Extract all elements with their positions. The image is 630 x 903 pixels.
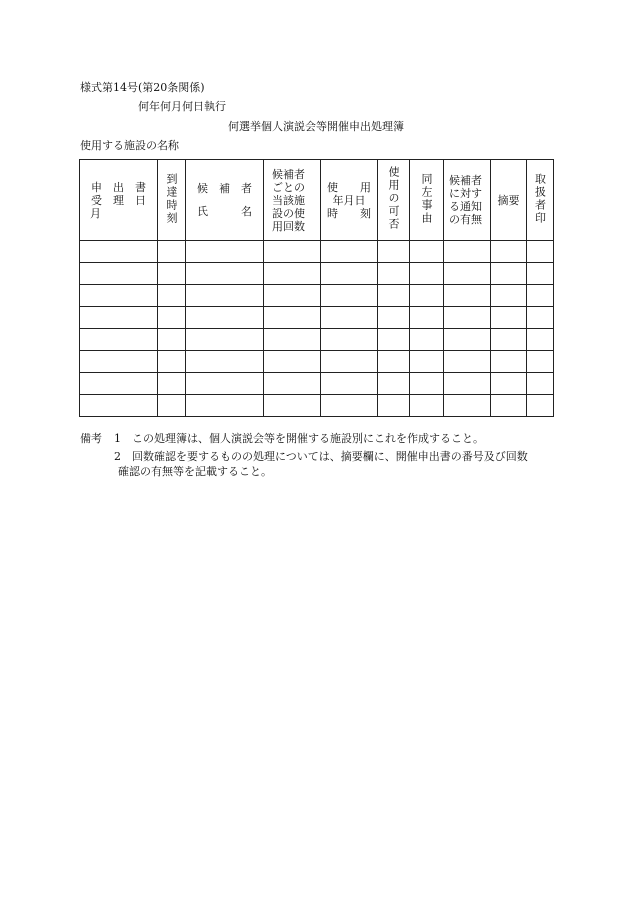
table-cell-summary[interactable] xyxy=(491,373,527,395)
table-cell-handler_seal[interactable] xyxy=(527,373,554,395)
permission-label: 使用の可否 xyxy=(387,166,400,231)
table-cell-handler_seal[interactable] xyxy=(527,395,554,417)
col-header-handler-seal xyxy=(527,160,554,241)
remark-item xyxy=(80,449,550,464)
table-cell-candidate_name[interactable] xyxy=(186,263,264,285)
use-datetime-line-top: 使 用 xyxy=(327,180,371,194)
table-cell-arrival_time[interactable] xyxy=(158,351,186,373)
table-cell-received[interactable] xyxy=(80,285,158,307)
col-header-permission xyxy=(378,160,410,241)
col-header-reason xyxy=(410,160,444,241)
table-row xyxy=(80,373,554,395)
table-cell-reason[interactable] xyxy=(410,395,444,417)
table-cell-use_count[interactable] xyxy=(264,351,321,373)
table-cell-notification[interactable] xyxy=(444,285,491,307)
table-cell-candidate_name[interactable] xyxy=(186,373,264,395)
table-cell-use_count[interactable] xyxy=(264,263,321,285)
table-cell-arrival_time[interactable] xyxy=(158,395,186,417)
received-line-bottom: 受 理 日 xyxy=(91,193,146,207)
remark-item xyxy=(80,431,550,446)
table-cell-received[interactable] xyxy=(80,307,158,329)
table-cell-permission[interactable] xyxy=(378,395,410,417)
table-cell-candidate_name[interactable] xyxy=(186,241,264,263)
table-cell-notification[interactable] xyxy=(444,373,491,395)
table-cell-reason[interactable] xyxy=(410,351,444,373)
table-cell-use_datetime[interactable] xyxy=(321,263,378,285)
table-cell-permission[interactable] xyxy=(378,329,410,351)
table-cell-arrival_time[interactable] xyxy=(158,285,186,307)
col-header-use-datetime xyxy=(321,160,378,241)
table-cell-reason[interactable] xyxy=(410,241,444,263)
table-cell-use_datetime[interactable] xyxy=(321,285,378,307)
summary-label: 摘要 xyxy=(497,193,520,207)
col-header-notification xyxy=(444,160,491,241)
table-cell-arrival_time[interactable] xyxy=(158,373,186,395)
table-cell-summary[interactable] xyxy=(491,263,527,285)
table-cell-notification[interactable] xyxy=(444,351,491,373)
table-cell-summary[interactable] xyxy=(491,307,527,329)
table-cell-handler_seal[interactable] xyxy=(527,351,554,373)
candidate-line-top: 候 補 者 xyxy=(197,182,252,195)
table-cell-received[interactable] xyxy=(80,395,158,417)
table-cell-permission[interactable] xyxy=(378,307,410,329)
processing-register-table xyxy=(79,159,554,417)
table-cell-received[interactable] xyxy=(80,351,158,373)
table-cell-use_count[interactable] xyxy=(264,241,321,263)
table-cell-reason[interactable] xyxy=(410,263,444,285)
table-cell-notification[interactable] xyxy=(444,241,491,263)
table-cell-use_count[interactable] xyxy=(264,285,321,307)
table-cell-handler_seal[interactable] xyxy=(527,263,554,285)
remark-number: 2 xyxy=(114,450,121,463)
table-cell-candidate_name[interactable] xyxy=(186,329,264,351)
remarks-section xyxy=(80,431,550,479)
remark-text: この処理簿は、個人演説会等を開催する施設別にこれを作成すること。 xyxy=(132,432,484,445)
table-cell-summary[interactable] xyxy=(491,351,527,373)
received-month-char: 月 xyxy=(90,206,101,220)
table-cell-received[interactable] xyxy=(80,373,158,395)
notification-label: 候補者に対する通知の有無 xyxy=(449,174,482,226)
table-cell-notification[interactable] xyxy=(444,395,491,417)
handler-seal-label: 取扱者印 xyxy=(533,172,547,225)
facility-name-label: 使用する施設の名称 xyxy=(80,139,179,152)
table-cell-use_datetime[interactable] xyxy=(321,241,378,263)
received-line-top: 申 出 書 xyxy=(91,180,146,194)
use-datetime-line-middle: 年月日 xyxy=(332,193,366,207)
election-date-line: 何年何月何日執行 xyxy=(138,100,226,113)
table-cell-permission[interactable] xyxy=(378,373,410,395)
table-cell-use_datetime[interactable] xyxy=(321,395,378,417)
reason-label: 同左事由 xyxy=(420,172,433,225)
remark-number: 1 xyxy=(114,432,121,445)
register-title: 何選挙個人演説会等開催申出処理簿 xyxy=(228,120,404,133)
remarks-label: 備考 xyxy=(80,432,102,445)
table-cell-reason[interactable] xyxy=(410,285,444,307)
table-row xyxy=(80,263,554,285)
table-row xyxy=(80,307,554,329)
table-cell-handler_seal[interactable] xyxy=(527,241,554,263)
table-cell-candidate_name[interactable] xyxy=(186,307,264,329)
table-cell-handler_seal[interactable] xyxy=(527,285,554,307)
table-cell-summary[interactable] xyxy=(491,395,527,417)
table-cell-candidate_name[interactable] xyxy=(186,395,264,417)
col-header-arrival-time xyxy=(158,160,186,241)
col-header-use-count xyxy=(264,160,321,241)
use-count-label: 候補者ごとの当該施設の使用回数 xyxy=(272,167,305,233)
table-cell-summary[interactable] xyxy=(491,241,527,263)
table-cell-permission[interactable] xyxy=(378,351,410,373)
table-cell-handler_seal[interactable] xyxy=(527,329,554,351)
table-cell-notification[interactable] xyxy=(444,263,491,285)
table-row xyxy=(80,241,554,263)
table-cell-use_datetime[interactable] xyxy=(321,373,378,395)
table-cell-summary[interactable] xyxy=(491,329,527,351)
table-cell-handler_seal[interactable] xyxy=(527,307,554,329)
table-cell-reason[interactable] xyxy=(410,373,444,395)
remark-text: 回数確認を要するものの処理については、摘要欄に、開催申出書の番号及び回数 xyxy=(132,450,528,463)
table-cell-use_count[interactable] xyxy=(264,395,321,417)
table-cell-use_datetime[interactable] xyxy=(321,351,378,373)
table-cell-summary[interactable] xyxy=(491,285,527,307)
table-cell-arrival_time[interactable] xyxy=(158,241,186,263)
use-datetime-line-bottom: 時 刻 xyxy=(327,206,371,220)
arrival-time-label: 到達時刻 xyxy=(165,172,178,225)
table-cell-arrival_time[interactable] xyxy=(158,329,186,351)
candidate-line-bottom: 氏 名 xyxy=(197,205,252,218)
table-cell-use_count[interactable] xyxy=(264,307,321,329)
table-cell-use_count[interactable] xyxy=(264,329,321,351)
col-header-received-date xyxy=(80,160,158,241)
table-header-row xyxy=(80,160,554,241)
table-cell-permission[interactable] xyxy=(378,263,410,285)
table-row xyxy=(80,329,554,351)
table-cell-candidate_name[interactable] xyxy=(186,351,264,373)
remark-continuation: 確認の有無等を記載すること。 xyxy=(118,465,272,478)
table-body xyxy=(80,241,554,417)
table-row xyxy=(80,351,554,373)
table-cell-received[interactable] xyxy=(80,241,158,263)
table-cell-permission[interactable] xyxy=(378,285,410,307)
form-number: 様式第14号(第20条関係) xyxy=(80,81,205,94)
table-cell-arrival_time[interactable] xyxy=(158,307,186,329)
table-cell-notification[interactable] xyxy=(444,329,491,351)
table-cell-use_count[interactable] xyxy=(264,373,321,395)
table-cell-reason[interactable] xyxy=(410,307,444,329)
table-cell-use_datetime[interactable] xyxy=(321,329,378,351)
col-header-candidate-name xyxy=(186,160,264,241)
col-header-summary xyxy=(491,160,527,241)
table-cell-reason[interactable] xyxy=(410,329,444,351)
table-cell-permission[interactable] xyxy=(378,241,410,263)
table-cell-candidate_name[interactable] xyxy=(186,285,264,307)
table-cell-use_datetime[interactable] xyxy=(321,307,378,329)
table-cell-arrival_time[interactable] xyxy=(158,263,186,285)
table-cell-notification[interactable] xyxy=(444,307,491,329)
table-row xyxy=(80,285,554,307)
table-cell-received[interactable] xyxy=(80,263,158,285)
table-row xyxy=(80,395,554,417)
table-cell-received[interactable] xyxy=(80,329,158,351)
